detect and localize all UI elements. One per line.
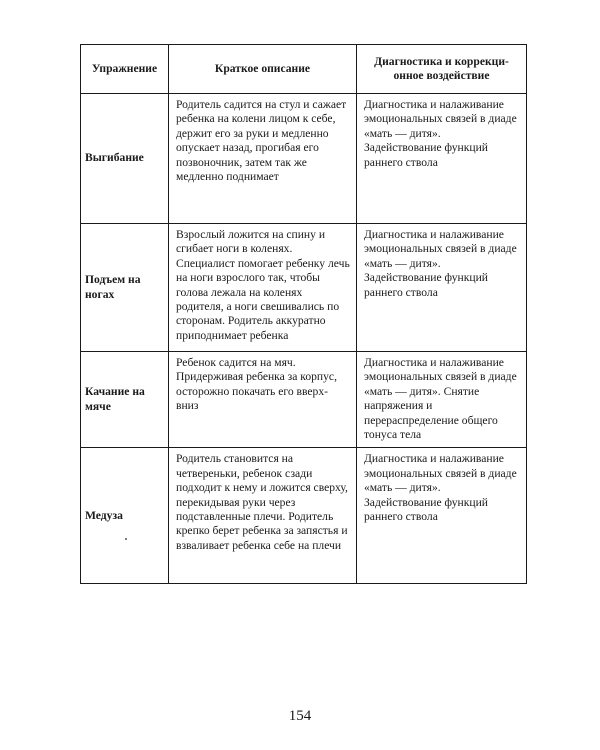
print-speck <box>125 538 127 540</box>
exercise-name: Медуза <box>81 448 169 584</box>
header-exercise: Упражнение <box>81 45 169 94</box>
exercise-description: Ребенок садится на мяч. Придерживая ребенка за корпус, осторожно покачать его вверх-вниз <box>169 352 357 448</box>
exercise-description: Родитель садится на стул и сажает ребенка на колени лицом к себе, держит его за руки и медленно опускает назад, прогибая его позвоночник, затем так же медленно поднимает <box>169 94 357 224</box>
table-row <box>81 448 527 584</box>
exercise-table <box>80 44 527 584</box>
exercise-name: Подъем на ногах <box>81 224 169 352</box>
page-number: 154 <box>288 708 312 724</box>
table-row <box>81 94 527 224</box>
exercise-name: Выгибание <box>81 94 169 224</box>
exercise-description: Родитель становится на четвереньки, ребенок сзади подходит к нему и ложится сверху, перекидывая руки через подставленные плечи. Родитель крепко берет ребенка за запястья и взваливает ребенка себе на плечи <box>169 448 357 584</box>
exercise-effect: Диагностика и налаживание эмоциональных связей в диаде «мать — дитя». Снятие напряжения и перераспределение общего тонуса тела <box>357 352 527 448</box>
table-row <box>81 224 527 352</box>
table-row <box>81 352 527 448</box>
exercise-name: Качание на мяче <box>81 352 169 448</box>
exercise-effect: Диагностика и налаживание эмоциональных связей в диаде «мать — дитя». Задействование функций раннего ствола <box>357 94 527 224</box>
header-description: Краткое описание <box>169 45 357 94</box>
header-effect: Диагностика и коррекци-онное воздействие <box>357 45 527 94</box>
exercise-effect: Диагностика и налаживание эмоциональных связей в диаде «мать — дитя». Задействование функций раннего ствола <box>357 448 527 584</box>
table-header-row <box>81 45 527 94</box>
exercise-description: Взрослый ложится на спину и сгибает ноги в коленях. Специалист помогает ребенку лечь на ноги взрослого так, чтобы голова лежала на коленях родителя, а ноги свешивались по сторонам. Родитель аккуратно приподнимает ребенка <box>169 224 357 352</box>
exercise-effect: Диагностика и налаживание эмоциональных связей в диаде «мать — дитя». Задействование функций раннего ствола <box>357 224 527 352</box>
